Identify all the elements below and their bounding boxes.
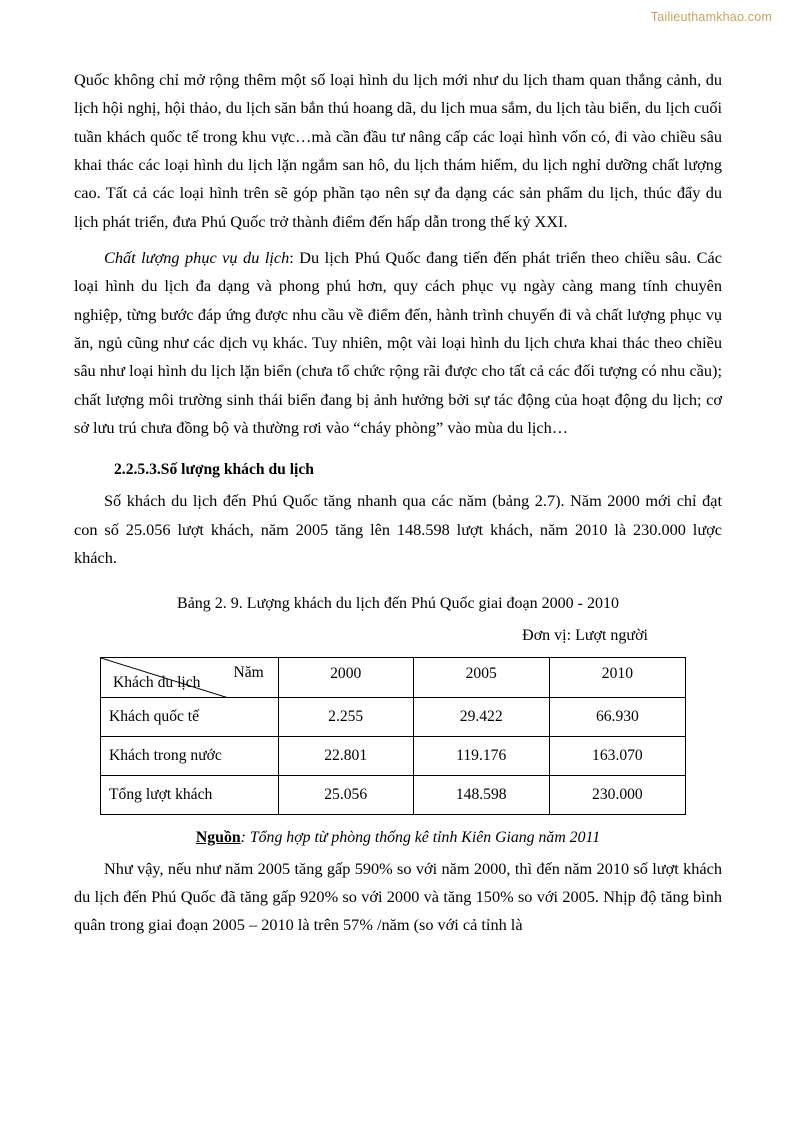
source-label: Nguồn: [195, 828, 241, 846]
cell-total-2005: 148.598: [413, 775, 549, 814]
paragraph-2-rest: : Du lịch Phú Quốc đang tiến đến phát triển theo chiều sâu. Các loại hình du lịch đa dạng và phong phú hơn, quy cách phục vụ ngày càng mang tính chuyên nghiệp, từng bước đáp ứng được nhu cầu về điểm đến, hành trình chuyến đi và chất lượng phục vụ ăn, ngủ cũng như các dịch vụ khác. Tuy nhiên, một vài loại hình du lịch chưa khai thác theo chiều sâu như loại hình du lịch lặn biển (chưa tổ chức rộng rãi được cho tất cả các đối tượng có nhu cầu); chất lượng môi trường sinh thái biển đang bị ảnh hưởng bởi sự tác động của hoạt động du lịch; cơ sở lưu trú chưa đồng bộ và thường rơi vào “cháy phòng” vào mùa du lịch…: [74, 248, 722, 438]
table-row: [101, 736, 686, 775]
table-header-row: [101, 657, 686, 697]
table-caption: Bảng 2. 9. Lượng khách du lịch đến Phú Quốc giai đoạn 2000 - 2010: [177, 594, 619, 612]
cell-international-2010: 66.930: [549, 697, 685, 736]
cell-domestic-2005: 119.176: [413, 736, 549, 775]
cell-total-2010: 230.000: [549, 775, 685, 814]
cell-domestic-2010: 163.070: [549, 736, 685, 775]
column-header-2005: 2005: [413, 657, 549, 697]
cell-international-2000: 2.255: [278, 697, 413, 736]
spacer: [74, 847, 722, 855]
paragraph-1: Quốc không chỉ mở rộng thêm một số loại hình du lịch mới như du lịch tham quan thắng cảnh, du lịch hội nghị, hội thảo, du lịch săn bắn thú hoang dã, du lịch mua sắm, du lịch tàu biển, du lịch cuối tuần khách quốc tế trong khu vực…mà cần đầu tư nâng cấp các loại hình vốn có, đi vào chiều sâu khai thác các loại hình du lịch lặn ngắm san hô, du lịch thám hiểm, du lịch nghỉ dưỡng chất lượng cao. Tất cả các loại hình trên sẽ góp phần tạo nên sự đa dạng các sản phẩm du lịch, thúc đẩy du lịch phát triển, đưa Phú Quốc trở thành điểm đến hấp dẫn trong thế kỷ XXI.: [74, 70, 722, 231]
tourist-arrivals-table: [100, 657, 686, 815]
spacer: [74, 236, 722, 244]
table-source: [74, 829, 722, 847]
corner-bottom-label: Khách du lịch: [113, 673, 201, 691]
column-header-2000: 2000: [278, 657, 413, 697]
row-label-total: Tổng lượt khách: [101, 775, 279, 814]
page-content: [74, 66, 722, 940]
paragraph-2-lead: Chất lượng phục vụ du lịch: [104, 248, 290, 268]
section-heading: 2.2.5.3.Số lượng khách du lịch: [114, 461, 314, 479]
table-corner-cell: [101, 657, 279, 697]
paragraph-4: Như vậy, nếu như năm 2005 tăng gấp 590% so với năm 2000, thì đến năm 2010 số lượt khách du lịch đến Phú Quốc đã tăng gấp 920% so với 2000 và tăng 150% so với 2005. Nhịp độ tăng bình quân trong giai đoạn 2005 – 2010 là trên 57% /năm (so với cả tỉnh là: [74, 858, 722, 935]
row-label-domestic: Khách trong nước: [101, 736, 279, 775]
cell-total-2000: 25.056: [278, 775, 413, 814]
cell-domestic-2000: 22.801: [278, 736, 413, 775]
watermark: Tailieuthamkhao.com: [650, 10, 772, 24]
table-row: [101, 775, 686, 814]
row-label-international: Khách quốc tế: [101, 697, 279, 736]
table-unit-label: Đơn vị: Lượt người: [522, 626, 648, 644]
table-row: [101, 697, 686, 736]
source-text: : Tổng hợp từ phòng thống kê tỉnh Kiên Giang năm 2011: [240, 828, 601, 846]
paragraph-2: [74, 244, 722, 442]
cell-international-2005: 29.422: [413, 697, 549, 736]
paragraph-3: Số khách du lịch đến Phú Quốc tăng nhanh qua các năm (bảng 2.7). Năm 2000 mới chỉ đạt con số 25.056 lượt khách, năm 2005 tăng lên 148.598 lượt khách, năm 2010 là 230.000 lược khách.: [74, 491, 722, 568]
corner-top-label: Năm: [233, 663, 264, 681]
column-header-2010: 2010: [549, 657, 685, 697]
